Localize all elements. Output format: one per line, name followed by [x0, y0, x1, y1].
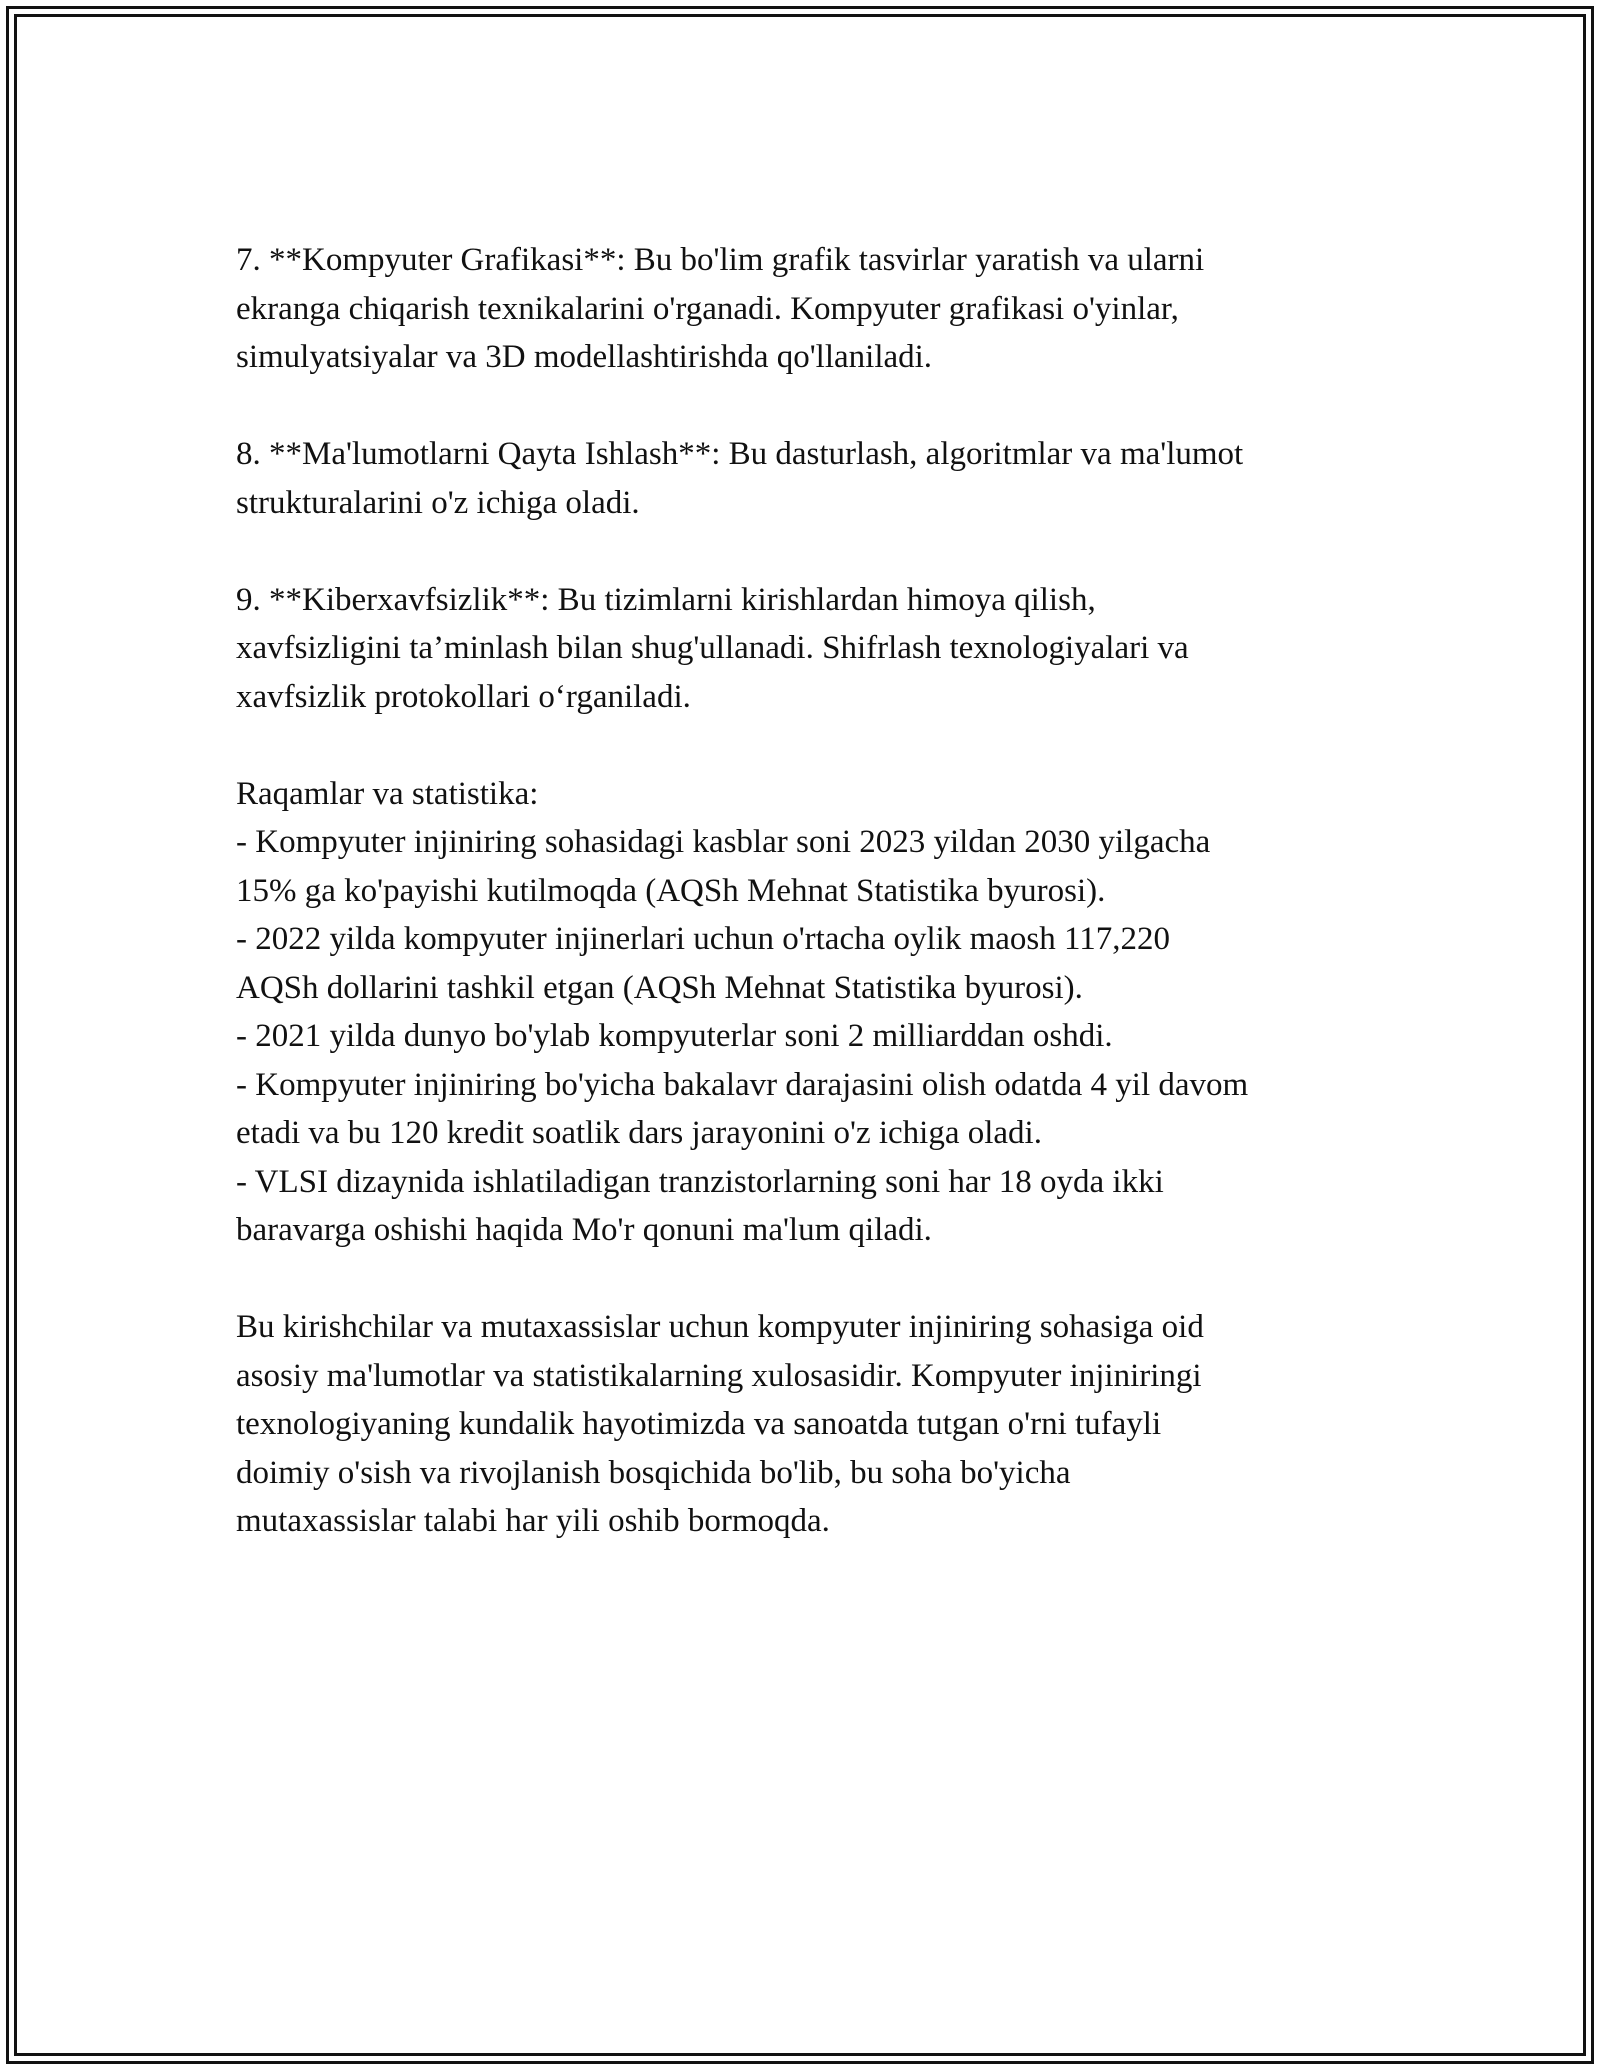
- document-body: [236, 236, 1376, 1594]
- conclusion-paragraph: Bu kirishchilar va mutaxassislar uchun kompyuter injiniring sohasiga oid asosiy ma'lumotlar va statistikalarning xulosasidir. Kompyuter injiniringi texnologiyaning kundalik hayotimizda va sanoatda tutgan o'rni tufayli doimiy o'sish va rivojlanish bosqichida bo'lib, bu soha bo'yicha mutaxassislar talabi har yili oshib bormoqda.: [236, 1309, 1204, 1539]
- stats-block: [236, 770, 1376, 1255]
- section-data-processing: 8. **Ma'lumotlarni Qayta Ishlash**: Bu dasturlash, algoritmlar va ma'lumot strukturalarini o'z ichiga oladi.: [236, 436, 1244, 521]
- stats-item: - Kompyuter injiniring sohasidagi kasblar soni 2023 yildan 2030 yilgacha 15% ga ko'payishi kutilmoqda (AQSh Mehnat Statistika byurosi).: [236, 824, 1211, 909]
- stats-item: - 2022 yilda kompyuter injinerlari uchun o'rtacha oylik maosh 117,220 AQSh dollarini tashkil etgan (AQSh Mehnat Statistika byurosi).: [236, 921, 1171, 1006]
- stats-item: - Kompyuter injiniring bo'yicha bakalavr darajasini olish odatda 4 yil davom etadi va bu 120 kredit soatlik dars jarayonini o'z ichiga oladi.: [236, 1066, 1249, 1151]
- section-cybersecurity: 9. **Kiberxavfsizlik**: Bu tizimlarni kirishlardan himoya qilish, xavfsizligini ta’minlash bilan shug'ullanadi. Shifrlash texnologiyalari va xavfsizlik protokollari o‘rganiladi.: [236, 581, 1189, 715]
- section-computer-graphics: 7. **Kompyuter Grafikasi**: Bu bo'lim grafik tasvirlar yaratish va ularni ekranga chiqarish texnikalarini o'rganadi. Kompyuter grafikasi o'yinlar, simulyatsiyalar va 3D modellashtirishda qo'llaniladi.: [236, 242, 1205, 375]
- stats-item: - VLSI dizaynida ishlatiladigan tranzistorlarning soni har 18 oyda ikki baravarga oshishi haqida Mo'r qonuni ma'lum qiladi.: [236, 1163, 1164, 1248]
- stats-item: - 2021 yilda dunyo bo'ylab kompyuterlar soni 2 milliarddan oshdi.: [236, 1018, 1113, 1054]
- stats-heading: Raqamlar va statistika:: [236, 775, 539, 812]
